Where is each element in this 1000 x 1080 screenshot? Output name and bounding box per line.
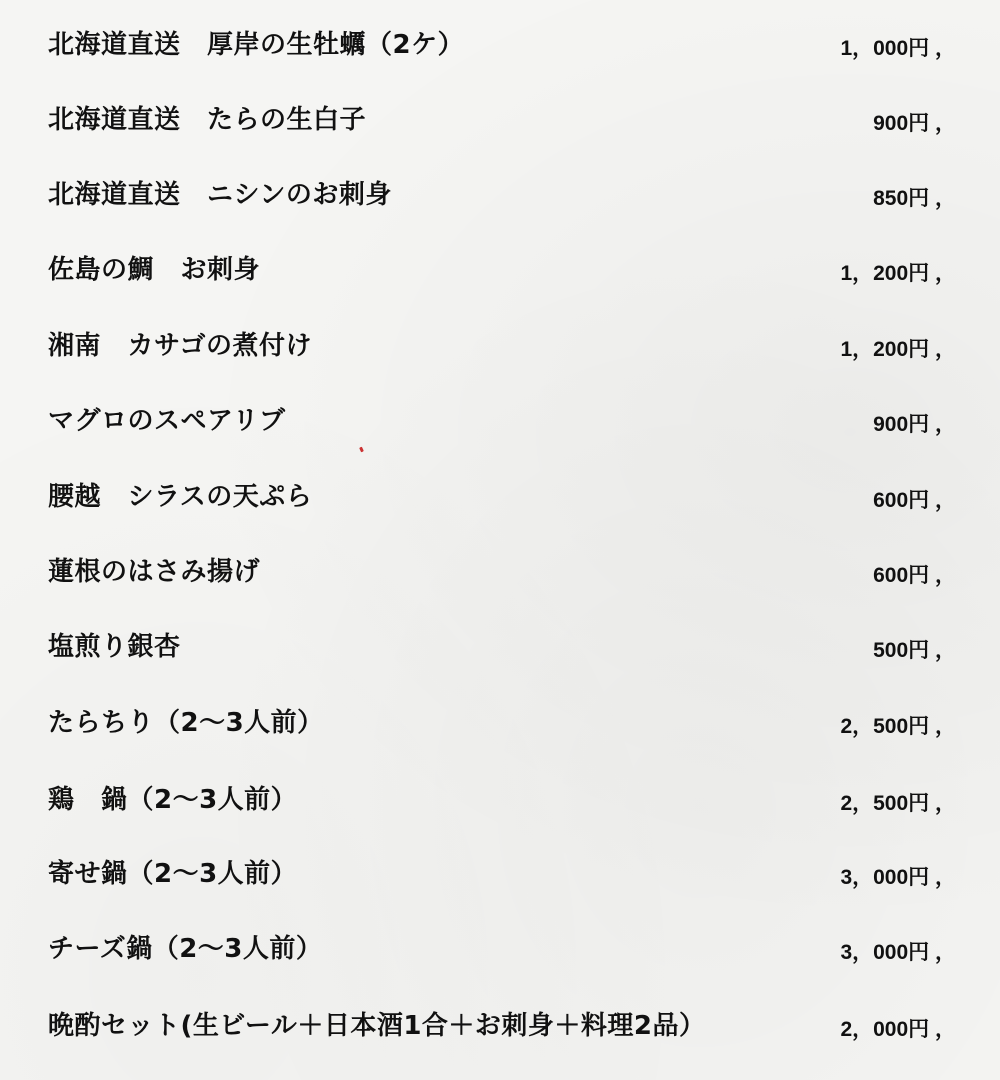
menu-item: [0, 552, 1000, 592]
menu-item-price: 1，000円 ，: [840, 37, 956, 60]
menu-item-name: たらちり（2～3人前）: [48, 708, 324, 738]
menu-item: [0, 175, 1000, 215]
menu-item-price: 3，000円 ，: [840, 941, 956, 964]
menu-item-name: 鶏 鍋（2～3人前）: [48, 785, 298, 815]
menu-item: [0, 326, 1000, 366]
menu-item: [0, 854, 1000, 894]
menu-item-name: 晩酌セット(生ビール＋日本酒1合＋お刺身＋料理2品）: [48, 1011, 706, 1041]
menu-item: [0, 401, 1000, 441]
menu-item: [0, 1006, 1000, 1046]
menu-item-name: 北海道直送 ニシンのお刺身: [48, 180, 392, 210]
menu-item-price: 1，200円 ，: [840, 338, 956, 361]
menu-item-price: 2，500円 ，: [840, 715, 956, 738]
menu-item-price: 900円 ，: [873, 112, 956, 135]
menu-item: [0, 250, 1000, 290]
menu-item: [0, 100, 1000, 140]
menu-item-price: 600円 ，: [873, 564, 956, 587]
menu-item-name: 寄せ鍋（2～3人前）: [48, 859, 298, 889]
menu-item-name: 湘南 カサゴの煮付け: [48, 331, 312, 361]
menu-item: [0, 780, 1000, 820]
menu-item-price: 1，200円 ，: [840, 262, 956, 285]
menu-item: [0, 477, 1000, 517]
menu-item-name: チーズ鍋（2～3人前）: [48, 934, 323, 964]
menu-item-price: 500円 ，: [873, 639, 956, 662]
menu-item-name: マグロのスペアリブ: [48, 406, 286, 436]
menu-item-name: 蓮根のはさみ揚げ: [48, 557, 261, 587]
menu-item-name: 佐島の鯛 お刺身: [48, 255, 261, 285]
menu-item-price: 850円 ，: [873, 187, 956, 210]
menu-item-name: 北海道直送 厚岸の生牡蠣（2ケ）: [48, 30, 465, 60]
menu-item: [0, 627, 1000, 667]
menu-item-name: 北海道直送 たらの生白子: [48, 105, 367, 135]
menu-item-price: 3，000円 ，: [840, 866, 956, 889]
menu-item: [0, 25, 1000, 65]
menu-item: [0, 929, 1000, 969]
menu-item-price: 2，000円 ，: [840, 1018, 956, 1041]
menu-item-price: 2，500円 ，: [840, 792, 956, 815]
menu-item-price: 600円 ，: [873, 489, 956, 512]
menu-item: [0, 703, 1000, 743]
menu-item-name: 塩煎り銀杏: [48, 632, 181, 662]
menu-item-name: 腰越 シラスの天ぷら: [48, 482, 313, 512]
menu-item-price: 900円 ，: [873, 413, 956, 436]
